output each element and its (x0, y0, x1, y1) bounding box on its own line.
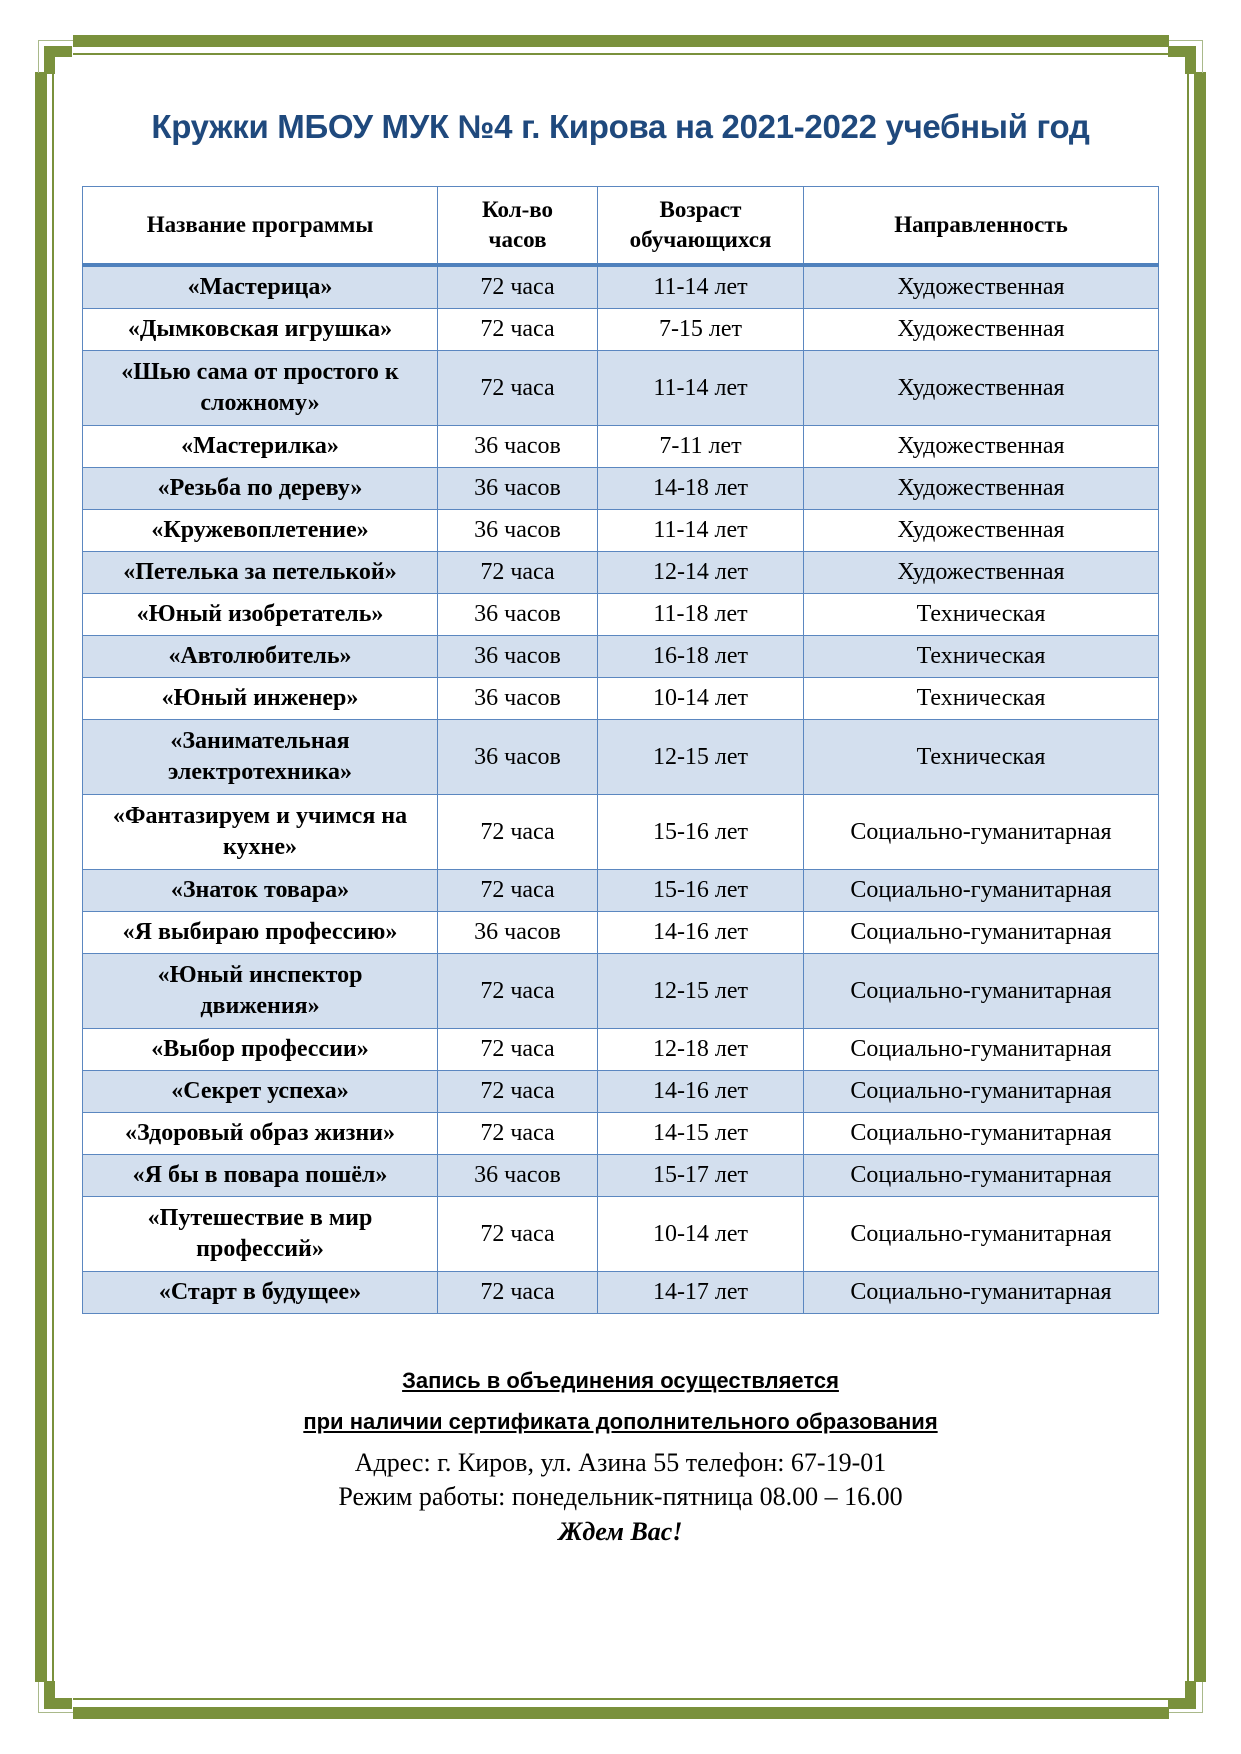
frame-corner-bottom-left (44, 1681, 72, 1709)
age-cell: 11-14 лет (598, 510, 804, 552)
header-hours-text: Кол-во часов (481, 197, 554, 252)
working-hours-text: Режим работы: понедельник-пятница 08.00 – 16.00 (338, 1482, 903, 1511)
program-name-cell: «Секрет успеха» (83, 1071, 438, 1113)
hours-cell: 36 часов (438, 510, 598, 552)
age-cell: 16-18 лет (598, 636, 804, 678)
age-cell: 14-16 лет (598, 912, 804, 954)
hours-cell: 36 часов (438, 636, 598, 678)
hours-cell: 72 часа (438, 309, 598, 351)
focus-cell: Техническая (804, 594, 1159, 636)
age-cell: 15-16 лет (598, 870, 804, 912)
table-row (83, 870, 1159, 912)
program-name-cell: «Путешествие в мир профессий» (83, 1197, 438, 1272)
table-row (83, 468, 1159, 510)
hours-cell: 36 часов (438, 426, 598, 468)
header-hours (438, 187, 598, 266)
program-name-cell: «Старт в будущее» (83, 1272, 438, 1314)
focus-cell: Социально-гуманитарная (804, 795, 1159, 870)
hours-cell: 72 часа (438, 1113, 598, 1155)
focus-cell: Социально-гуманитарная (804, 1272, 1159, 1314)
focus-cell: Техническая (804, 636, 1159, 678)
program-name-cell: «Занимательная электротехника» (83, 720, 438, 795)
table-row (83, 795, 1159, 870)
header-program-name: Название программы (83, 187, 438, 266)
age-cell: 11-14 лет (598, 265, 804, 309)
focus-cell: Художественная (804, 309, 1159, 351)
focus-cell: Социально-гуманитарная (804, 1155, 1159, 1197)
focus-cell: Художественная (804, 351, 1159, 426)
program-name-cell: «Выбор профессии» (83, 1029, 438, 1071)
focus-cell: Художественная (804, 510, 1159, 552)
program-name-cell: «Мастерица» (83, 265, 438, 309)
hours-cell: 36 часов (438, 1155, 598, 1197)
program-name-cell: «Петелька за петелькой» (83, 552, 438, 594)
age-cell: 12-15 лет (598, 720, 804, 795)
age-cell: 14-15 лет (598, 1113, 804, 1155)
program-name-cell: «Здоровый образ жизни» (83, 1113, 438, 1155)
hours-cell: 72 часа (438, 552, 598, 594)
age-cell: 7-15 лет (598, 309, 804, 351)
table-row (83, 1029, 1159, 1071)
table-row (83, 1155, 1159, 1197)
table-row (83, 954, 1159, 1029)
hours-cell: 72 часа (438, 265, 598, 309)
program-name-cell: «Резьба по дереву» (83, 468, 438, 510)
table-row (83, 309, 1159, 351)
table-row (83, 552, 1159, 594)
frame-left-line (52, 72, 54, 1682)
program-name-cell: «Юный изобретатель» (83, 594, 438, 636)
focus-cell: Техническая (804, 720, 1159, 795)
focus-cell: Техническая (804, 678, 1159, 720)
focus-cell: Социально-гуманитарная (804, 1113, 1159, 1155)
hours-cell: 36 часов (438, 720, 598, 795)
table-row (83, 1197, 1159, 1272)
program-name-cell: «Дымковская игрушка» (83, 309, 438, 351)
focus-cell: Социально-гуманитарная (804, 912, 1159, 954)
header-age-text: Возраст обучающихся (629, 197, 772, 252)
hours-cell: 36 часов (438, 594, 598, 636)
program-name-cell: «Мастерилка» (83, 426, 438, 468)
hours-cell: 72 часа (438, 1272, 598, 1314)
hours-cell: 72 часа (438, 1071, 598, 1113)
hours-cell: 72 часа (438, 351, 598, 426)
focus-cell: Социально-гуманитарная (804, 1197, 1159, 1272)
hours-cell: 72 часа (438, 1197, 598, 1272)
program-name-cell: «Юный инспектор движения» (83, 954, 438, 1029)
hours-cell: 72 часа (438, 954, 598, 1029)
hours-cell: 72 часа (438, 870, 598, 912)
frame-bottom-bar (73, 1707, 1169, 1719)
frame-corner-top-right (1168, 46, 1196, 74)
header-age (598, 187, 804, 266)
age-cell: 15-16 лет (598, 795, 804, 870)
table-row (83, 912, 1159, 954)
age-cell: 14-18 лет (598, 468, 804, 510)
table-row (83, 426, 1159, 468)
age-cell: 10-14 лет (598, 678, 804, 720)
age-cell: 11-18 лет (598, 594, 804, 636)
focus-cell: Социально-гуманитарная (804, 870, 1159, 912)
frame-right-bar (1194, 72, 1206, 1682)
program-name-cell: «Знаток товара» (83, 870, 438, 912)
table-row (83, 265, 1159, 309)
welcome-text: Ждем Вас! (558, 1517, 683, 1546)
table-row (83, 510, 1159, 552)
focus-cell: Социально-гуманитарная (804, 954, 1159, 1029)
program-name-cell: «Я выбираю профессию» (83, 912, 438, 954)
frame-corner-bottom-right (1168, 1681, 1196, 1709)
age-cell: 14-16 лет (598, 1071, 804, 1113)
header-focus: Направленность (804, 187, 1159, 266)
hours-cell: 72 часа (438, 795, 598, 870)
hours-cell: 72 часа (438, 1029, 598, 1071)
address-text: Адрес: г. Киров, ул. Азина 55 телефон: 67-19-01 (354, 1448, 887, 1477)
enrollment-note-line2: при наличии сертификата дополнительного образования (303, 1409, 938, 1434)
table-body (83, 265, 1159, 1314)
focus-cell: Художественная (804, 265, 1159, 309)
frame-top-bar (73, 35, 1169, 47)
programs-table (82, 186, 1159, 1314)
program-name-cell: «Кружевоплетение» (83, 510, 438, 552)
page-title: Кружки МБОУ МУК №4 г. Кирова на 2021-2022 учебный год (151, 108, 1090, 145)
focus-cell: Художественная (804, 552, 1159, 594)
table-header-row (83, 187, 1159, 266)
table-row (83, 351, 1159, 426)
hours-cell: 36 часов (438, 468, 598, 510)
table-row (83, 594, 1159, 636)
frame-bottom-line (73, 1698, 1169, 1700)
hours-cell: 36 часов (438, 678, 598, 720)
enrollment-note-line1: Запись в объединения осуществляется (402, 1368, 839, 1393)
focus-cell: Художественная (804, 426, 1159, 468)
age-cell: 10-14 лет (598, 1197, 804, 1272)
program-name-cell: «Фантазируем и учимся на кухне» (83, 795, 438, 870)
age-cell: 12-14 лет (598, 552, 804, 594)
table-row (83, 636, 1159, 678)
table-row (83, 678, 1159, 720)
frame-right-line (1187, 72, 1189, 1682)
focus-cell: Социально-гуманитарная (804, 1071, 1159, 1113)
program-name-cell: «Автолюбитель» (83, 636, 438, 678)
program-name-cell: «Я бы в повара пошёл» (83, 1155, 438, 1197)
frame-corner-top-left (44, 46, 72, 74)
focus-cell: Художественная (804, 468, 1159, 510)
age-cell: 12-18 лет (598, 1029, 804, 1071)
age-cell: 14-17 лет (598, 1272, 804, 1314)
age-cell: 15-17 лет (598, 1155, 804, 1197)
age-cell: 12-15 лет (598, 954, 804, 1029)
focus-cell: Социально-гуманитарная (804, 1029, 1159, 1071)
frame-top-line (73, 53, 1169, 55)
table-row (83, 720, 1159, 795)
table-row (83, 1071, 1159, 1113)
hours-cell: 36 часов (438, 912, 598, 954)
program-name-cell: «Шью сама от простого к сложному» (83, 351, 438, 426)
table-row (83, 1272, 1159, 1314)
program-name-cell: «Юный инженер» (83, 678, 438, 720)
age-cell: 11-14 лет (598, 351, 804, 426)
age-cell: 7-11 лет (598, 426, 804, 468)
table-row (83, 1113, 1159, 1155)
frame-left-bar (35, 72, 47, 1682)
